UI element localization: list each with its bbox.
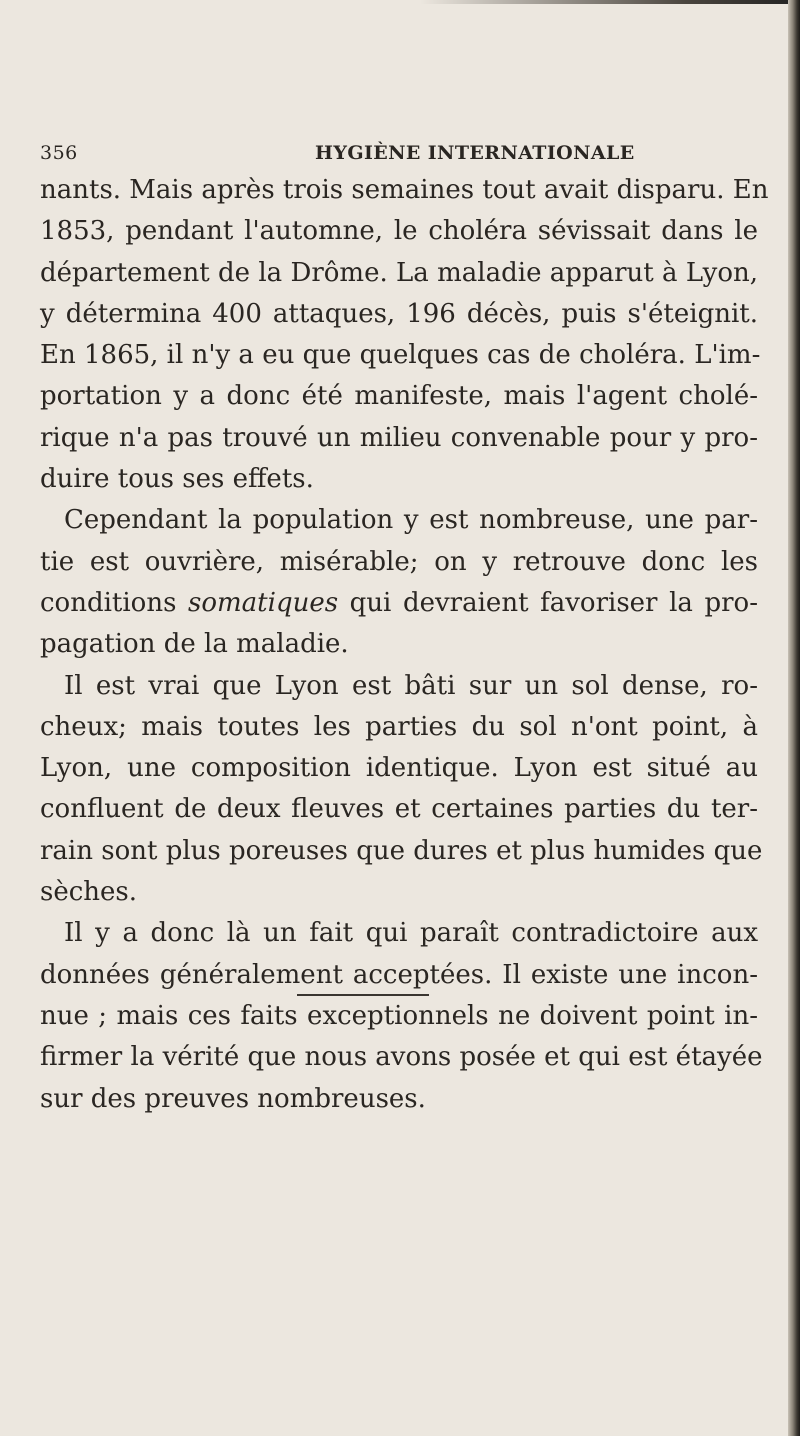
text-line: cheux; mais toutes les parties du sol n'ont point, à bbox=[40, 711, 758, 742]
text-line: portation y a donc été manifeste, mais l'agent cholé- bbox=[40, 381, 758, 412]
text-line: rain sont plus poreuses que dures et plus humides que bbox=[40, 835, 763, 866]
text-line-with-italic bbox=[40, 583, 758, 624]
text-line: tie est ouvrière, misérable; on y retrouve donc les bbox=[40, 546, 758, 577]
body-text bbox=[40, 170, 792, 1120]
page-number: 356 bbox=[40, 142, 78, 164]
text-line: sur des preuves nombreuses. bbox=[40, 1083, 426, 1114]
text-line: nants. Mais après trois semaines tout avait disparu. En bbox=[40, 175, 769, 205]
end-rule bbox=[297, 994, 429, 996]
text-line: firmer la vérité que nous avons posée et qui est étayée bbox=[40, 1042, 763, 1073]
text-line: 1853, pendant l'automne, le choléra sévissait dans le bbox=[40, 216, 758, 247]
text-line: département de la Drôme. La maladie apparut à Lyon, bbox=[40, 257, 758, 288]
text-line: Il est vrai que Lyon est bâti sur un sol dense, ro- bbox=[64, 670, 758, 701]
text-line: confluent de deux fleuves et certaines parties du ter- bbox=[40, 794, 758, 825]
text-line: données généralement acceptées. Il existe une incon- bbox=[40, 959, 758, 990]
text-line: rique n'a pas trouvé un milieu convenable pour y pro- bbox=[40, 422, 758, 453]
italic-word: somatiques bbox=[188, 587, 339, 618]
text-line: Lyon, une composition identique. Lyon est situé au bbox=[40, 753, 758, 784]
text-run: qui devraient favoriser la pro- bbox=[338, 587, 758, 618]
running-title: HYGIÈNE INTERNATIONALE bbox=[315, 142, 635, 164]
text-run: conditions bbox=[40, 587, 189, 618]
text-line: Il y a donc là un fait qui paraît contradictoire aux bbox=[64, 918, 758, 949]
text-line: y détermina 400 attaques, 196 décès, puis s'éteignit. bbox=[40, 298, 758, 329]
text-line: Cependant la population y est nombreuse, une par- bbox=[64, 505, 758, 536]
page-top-shadow bbox=[420, 0, 800, 4]
text-line: pagation de la maladie. bbox=[40, 629, 349, 660]
text-line: En 1865, il n'y a eu que quelques cas de choléra. L'im- bbox=[40, 340, 761, 371]
text-line: duire tous ses effets. bbox=[40, 464, 314, 495]
text-line: nue ; mais ces faits exceptionnels ne doivent point in- bbox=[40, 1000, 758, 1031]
text-line: sèches. bbox=[40, 877, 138, 908]
